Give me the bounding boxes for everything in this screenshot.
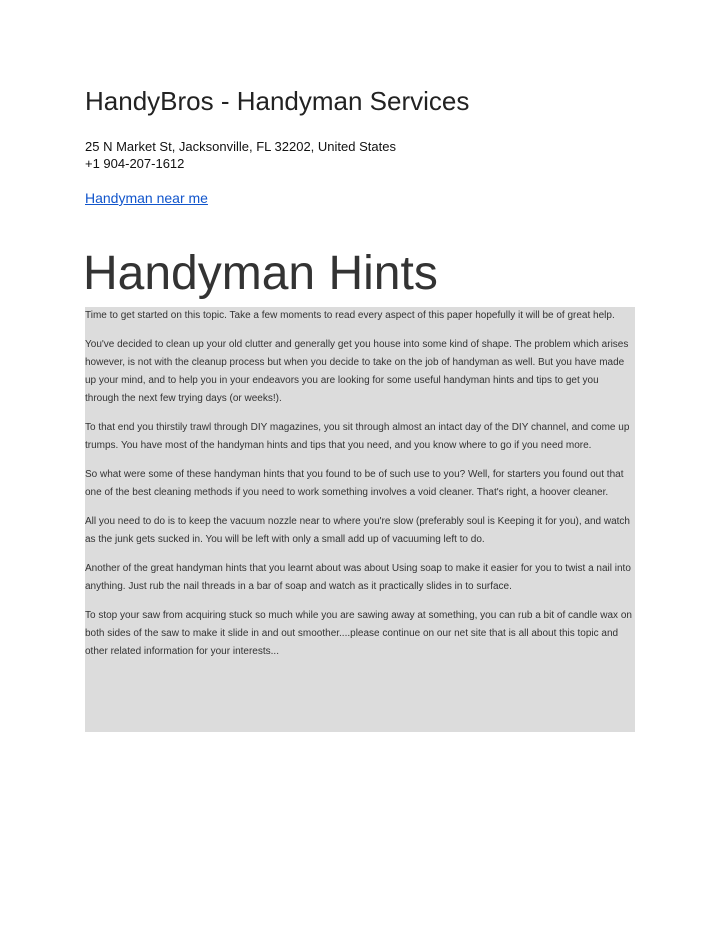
business-name-heading: HandyBros - Handyman Services [85,86,470,116]
article-paragraph: You've decided to clean up your old clutter and generally get you house into some kind of shape. The problem which arises however, is not with the cleanup process but when you decide to take on the job of handyman as well. But you have made up your mind, and to help you in your endeavors you are looking for some useful handyman hints and tips to get you through the next few trying days (or weeks!). [85,339,629,404]
article-paragraph: All you need to do is to keep the vacuum nozzle near to where you're slow (preferably soul is Keeping it for you), and watch as the junk gets sucked in. You will be left with only a small add up of vacuuming left to do. [85,516,630,545]
business-phone: +1 904-207-1612 [85,156,185,171]
article-paragraph: Another of the great handyman hints that you learnt about was about Using soap to make it easier for you to twist a nail into anything. Just rub the nail threads in a bar of soap and watch as it practically slides in to surface. [85,563,631,592]
article-title: Handyman Hints [83,247,438,300]
business-address: 25 N Market St, Jacksonville, FL 32202, United States [85,139,396,154]
article-paragraph: To stop your saw from acquiring stuck so much while you are sawing away at something, you can rub a bit of candle wax on both sides of the saw to make it slide in and out smoother....please continue on our net site that is all about this topic and other related information for your interests... [85,610,632,657]
article-paragraph: So what were some of these handyman hints that you found to be of such use to you? Well, for starters you found out that one of the best cleaning methods if you need to work something involves a void cleaner. That's right, a hoover cleaner. [85,469,624,498]
article-paragraph: Time to get started on this topic. Take a few moments to read every aspect of this paper hopefully it will be of great help. [85,310,615,321]
article-body [85,307,635,732]
article-paragraph: To that end you thirstily trawl through DIY magazines, you sit through almost an intact day of the DIY channel, and come up trumps. You have most of the handyman hints and tips that you need, and you know where to go if you need more. [85,422,630,451]
handyman-near-me-link[interactable]: Handyman near me [85,190,208,206]
